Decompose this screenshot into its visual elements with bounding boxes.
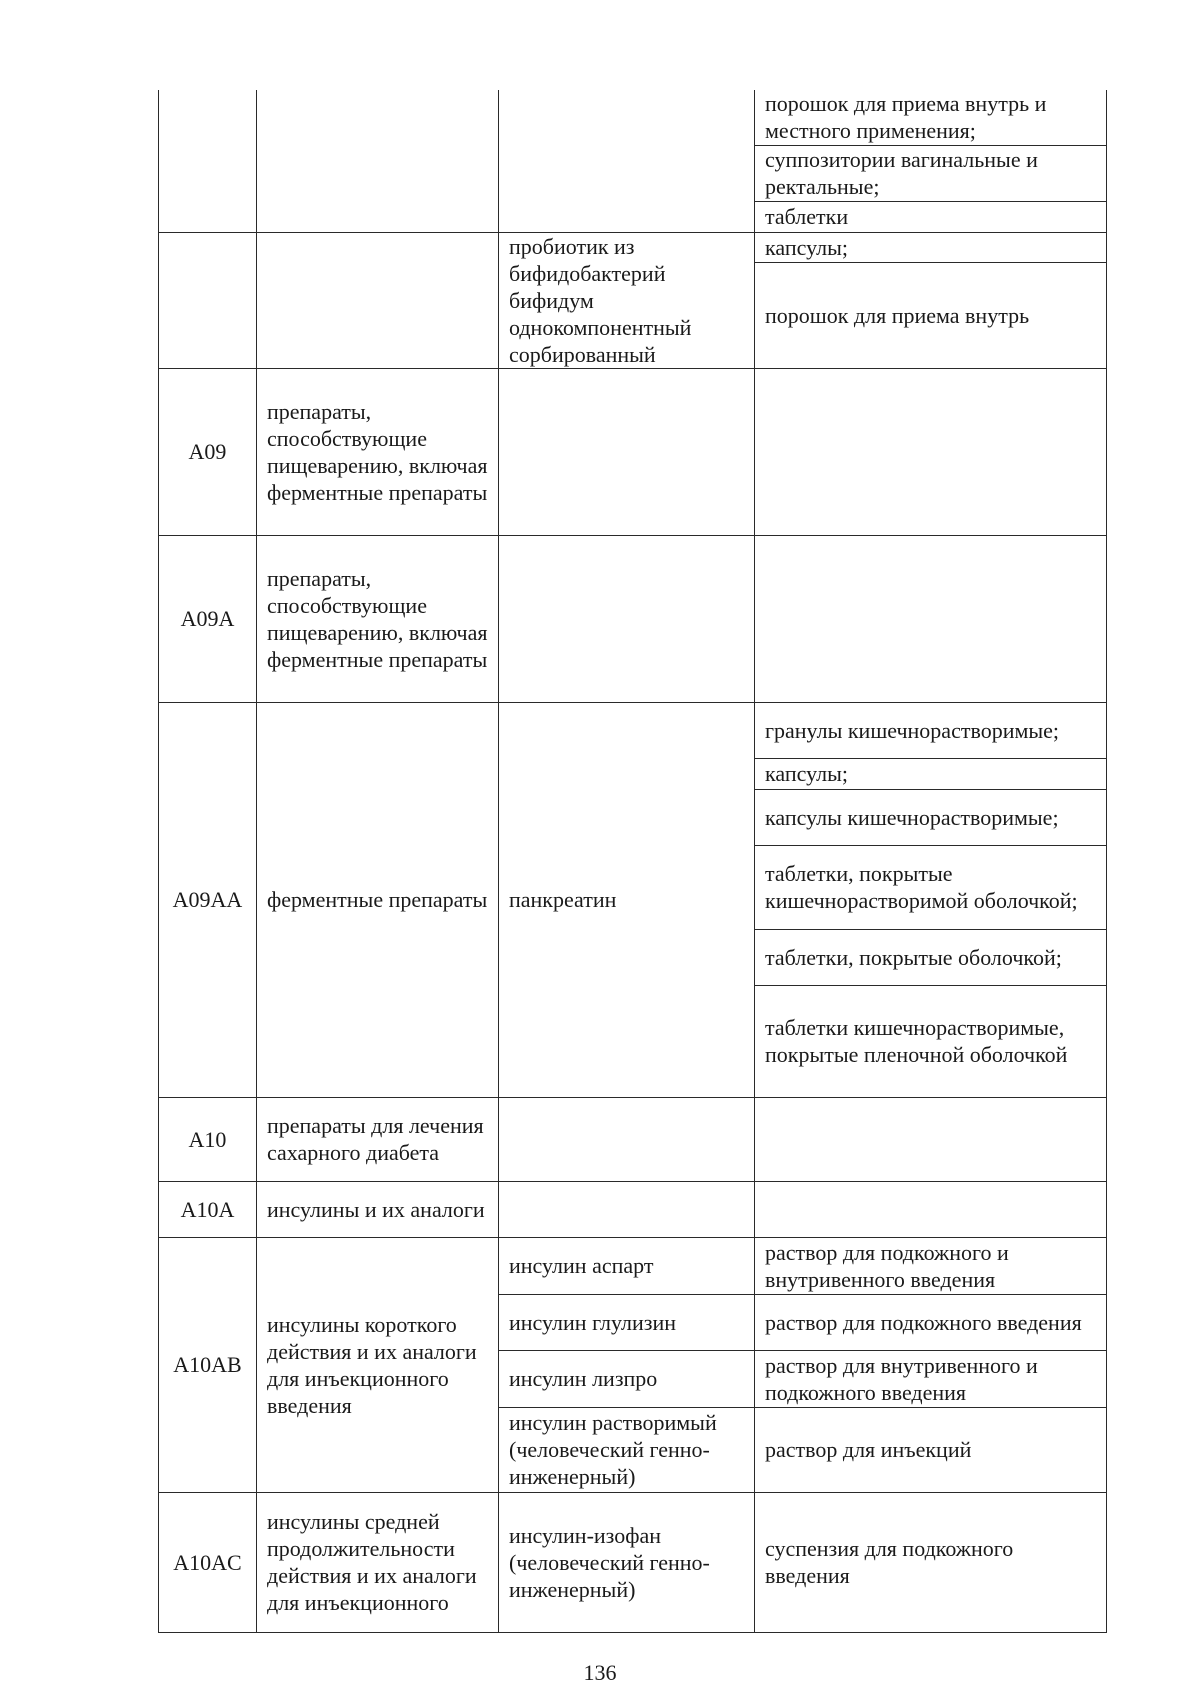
- document-page: [158, 90, 1106, 1633]
- group-cell: препараты, способствующие пищеварению, включая ферментные препараты: [257, 535, 499, 702]
- group-cell: препараты, способствующие пищеварению, включая ферментные препараты: [257, 368, 499, 535]
- group-cell: [257, 232, 499, 368]
- table-row: [159, 702, 1107, 758]
- form-cell: таблетки, покрытые кишечнорастворимой оболочкой;: [755, 845, 1107, 929]
- form-cell: порошок для приема внутрь и местного применения;: [755, 90, 1107, 145]
- atc-code-cell: A10A: [159, 1181, 257, 1237]
- atc-code-cell: A10: [159, 1097, 257, 1181]
- drug-cell: инсулин-изофан (человеческий генно-инженерный): [499, 1492, 755, 1632]
- drug-cell: [499, 535, 755, 702]
- drug-cell: [499, 1097, 755, 1181]
- table-row: [159, 1097, 1107, 1181]
- drug-cell: панкреатин: [499, 702, 755, 1097]
- form-cell: [755, 535, 1107, 702]
- table-row: [159, 232, 1107, 262]
- form-cell: [755, 1097, 1107, 1181]
- drug-cell: пробиотик из бифидобактерий бифидум однокомпонентный сорбированный: [499, 232, 755, 368]
- atc-code-cell: A10AC: [159, 1492, 257, 1632]
- atc-code-cell: A09AA: [159, 702, 257, 1097]
- drug-cell: [499, 90, 755, 232]
- table-row: [159, 90, 1107, 145]
- form-cell: раствор для внутривенного и подкожного введения: [755, 1350, 1107, 1407]
- group-cell: инсулины короткого действия и их аналоги для инъекционного введения: [257, 1237, 499, 1492]
- form-cell: таблетки, покрытые оболочкой;: [755, 929, 1107, 985]
- table-row: [159, 535, 1107, 702]
- group-cell: препараты для лечения сахарного диабета: [257, 1097, 499, 1181]
- form-cell: суспензия для подкожного введения: [755, 1492, 1107, 1632]
- form-cell: таблетки: [755, 201, 1107, 232]
- form-cell: таблетки кишечнорастворимые, покрытые пленочной оболочкой: [755, 985, 1107, 1097]
- drug-table: [158, 90, 1107, 1633]
- atc-code-cell: A09A: [159, 535, 257, 702]
- form-cell: капсулы;: [755, 758, 1107, 789]
- form-cell: [755, 1181, 1107, 1237]
- form-cell: раствор для подкожного и внутривенного введения: [755, 1237, 1107, 1294]
- table-row: [159, 1492, 1107, 1632]
- atc-code-cell: A09: [159, 368, 257, 535]
- page-number: 136: [583, 1660, 617, 1685]
- group-cell: инсулины и их аналоги: [257, 1181, 499, 1237]
- group-cell: [257, 90, 499, 232]
- form-cell: капсулы кишечнорастворимые;: [755, 789, 1107, 845]
- drug-cell: инсулин растворимый (человеческий генно-инженерный): [499, 1407, 755, 1492]
- form-cell: раствор для инъекций: [755, 1407, 1107, 1492]
- table-row: [159, 1181, 1107, 1237]
- drug-cell: инсулин аспарт: [499, 1237, 755, 1294]
- drug-cell: инсулин лизпро: [499, 1350, 755, 1407]
- table-row: [159, 368, 1107, 535]
- form-cell: раствор для подкожного введения: [755, 1294, 1107, 1350]
- drug-cell: [499, 368, 755, 535]
- drug-cell: инсулин глулизин: [499, 1294, 755, 1350]
- form-cell: гранулы кишечнорастворимые;: [755, 702, 1107, 758]
- form-cell: [755, 368, 1107, 535]
- drug-cell: [499, 1181, 755, 1237]
- atc-code-cell: [159, 232, 257, 368]
- group-cell: ферментные препараты: [257, 702, 499, 1097]
- form-cell: порошок для приема внутрь: [755, 262, 1107, 368]
- form-cell: суппозитории вагинальные и ректальные;: [755, 145, 1107, 201]
- form-cell: капсулы;: [755, 232, 1107, 262]
- atc-code-cell: [159, 90, 257, 232]
- table-row: [159, 1237, 1107, 1294]
- atc-code-cell: A10AB: [159, 1237, 257, 1492]
- group-cell: инсулины средней продолжительности действия и их аналоги для инъекционного: [257, 1492, 499, 1632]
